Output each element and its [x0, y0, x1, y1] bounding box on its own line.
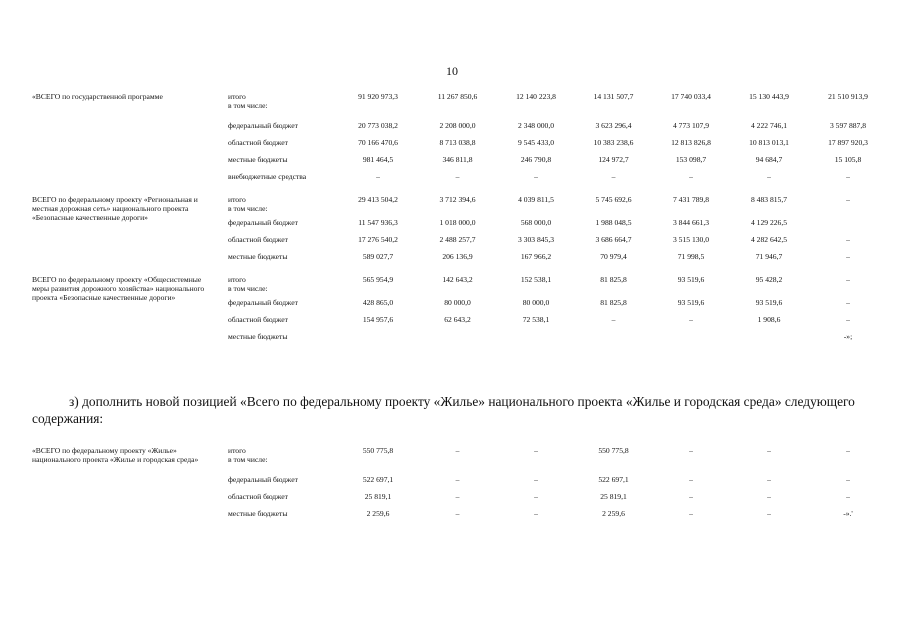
amount-cell: 91 920 973,3 — [358, 92, 398, 101]
amount-cell: – — [689, 315, 693, 324]
group-label: «ВСЕГО по федеральному проекту «Жилье» национального проекта «Жилье и городская среда» — [32, 446, 199, 464]
amount-cell: – — [534, 172, 538, 181]
amount-cell: 21 510 913,9 — [828, 92, 868, 101]
amount-cell — [338, 332, 418, 349]
amount-cell: 7 431 789,8 — [672, 195, 710, 204]
amount-cell: – — [611, 315, 616, 324]
funding-source-sublabel: в том числе: — [228, 284, 268, 293]
funding-source-label: областной бюджет — [228, 315, 288, 324]
funding-source — [228, 332, 338, 349]
amount-cell: 124 972,7 — [598, 155, 629, 164]
amount-cell — [730, 332, 808, 349]
funding-source — [228, 492, 338, 509]
budget-table-programs — [32, 92, 888, 349]
amount-cell: 15 130 443,9 — [749, 92, 789, 101]
amount-cell: – — [846, 172, 850, 181]
amount-cell: 2 208 000,0 — [439, 121, 476, 130]
amount-cell: 17 740 033,4 — [671, 92, 711, 101]
funding-source — [228, 218, 338, 235]
amount-cell: 94 684,7 — [755, 155, 783, 164]
amount-cell: 3 844 661,3 — [672, 218, 710, 227]
amount-cell: 1 908,6 — [757, 315, 781, 324]
amount-cell: – — [767, 475, 771, 484]
funding-source-label: итого — [228, 275, 246, 284]
amount-cell: 71 946,7 — [755, 252, 783, 261]
funding-source — [228, 252, 338, 269]
amount-cell: 522 697,1 — [362, 475, 394, 484]
amount-cell: 5 745 692,6 — [595, 195, 632, 204]
amount-cell: 9 545 433,0 — [517, 138, 555, 147]
amount-cell: 3 623 296,4 — [595, 121, 632, 130]
amount-cell: 62 643,2 — [444, 315, 471, 324]
amount-cell: 550 775,8 — [362, 446, 394, 455]
amount-cell: 93 519,6 — [677, 275, 705, 284]
amount-cell: 11 547 936,3 — [358, 218, 398, 227]
funding-source — [228, 235, 338, 252]
funding-source — [228, 172, 338, 189]
amount-cell: 152 538,1 — [520, 275, 552, 284]
amount-cell: – — [846, 475, 850, 484]
amount-cell: – — [689, 509, 693, 518]
amount-cell: 142 643,2 — [442, 275, 473, 284]
amount-cell: 25 819,1 — [600, 492, 627, 501]
amount-cell: – — [534, 509, 538, 518]
amount-cell: – — [455, 446, 460, 455]
amount-cell: – — [689, 475, 693, 484]
amount-cell: – — [846, 315, 850, 324]
amount-cell: 95 428,2 — [755, 275, 783, 284]
amount-cell: 4 282 642,5 — [750, 235, 788, 244]
funding-source-label: итого — [228, 195, 246, 204]
amount-cell: 4 773 107,9 — [672, 121, 710, 130]
funding-source-label: областной бюджет — [228, 235, 288, 244]
funding-source-label: федеральный бюджет — [228, 298, 298, 307]
amount-cell: 4 129 226,5 — [750, 218, 788, 227]
amount-cell: 25 819,1 — [364, 492, 392, 501]
funding-source — [228, 155, 338, 172]
budget-table-housing — [32, 446, 888, 526]
funding-source — [228, 509, 338, 526]
amount-cell — [575, 332, 652, 349]
amount-cell: – — [846, 235, 850, 244]
funding-source — [228, 92, 338, 121]
funding-source — [228, 121, 338, 138]
amount-cell: 80 000,0 — [444, 298, 471, 307]
amount-cell: – — [767, 172, 771, 181]
amount-cell: -»; — [843, 332, 853, 341]
amount-cell: 80 000,0 — [522, 298, 550, 307]
amount-cell: 12 813 826,8 — [671, 138, 711, 147]
funding-source-label: местные бюджеты — [228, 509, 288, 518]
amount-cell: 81 825,8 — [600, 298, 627, 307]
amount-cell: 3 712 394,6 — [439, 195, 476, 204]
amount-cell: 346 811,8 — [442, 155, 473, 164]
amount-cell: 14 131 507,7 — [593, 92, 634, 101]
group-label: ВСЕГО по федеральному проекту «Региональная и местная дорожная сеть» национального проекта «Безопасные качественные дороги» — [32, 195, 198, 222]
amount-cell: – — [376, 172, 380, 181]
funding-source — [228, 269, 338, 298]
amount-cell: 12 140 223,8 — [516, 92, 556, 101]
funding-source-label: итого — [228, 446, 246, 455]
amount-cell: 3 303 845,3 — [517, 235, 555, 244]
amount-cell: 29 413 504,2 — [358, 195, 398, 204]
amount-cell: – — [846, 195, 850, 204]
amount-cell: 428 865,0 — [362, 298, 394, 307]
amount-cell: – — [767, 492, 771, 501]
amount-cell: 70 979,4 — [600, 252, 627, 261]
funding-source-label: областной бюджет — [228, 492, 288, 501]
amount-cell: 568 000,0 — [520, 218, 552, 227]
amount-cell: 2 259,6 — [366, 509, 390, 518]
amount-cell: – — [534, 475, 538, 484]
amount-cell: 11 267 850,6 — [437, 92, 478, 101]
amount-cell: – — [767, 446, 771, 455]
amount-cell: 15 105,8 — [834, 155, 862, 164]
amount-cell: – — [455, 509, 460, 518]
amount-cell: 522 697,1 — [598, 475, 629, 484]
funding-source-label: итого — [228, 92, 246, 101]
amount-cell: 589 027,7 — [362, 252, 394, 261]
amount-cell: – — [689, 446, 693, 455]
amount-cell: 153 098,7 — [675, 155, 707, 164]
funding-source-sublabel: в том числе: — [228, 101, 268, 110]
amount-cell: – — [846, 252, 850, 261]
amount-cell: 3 597 887,8 — [829, 121, 867, 130]
amount-cell: – — [767, 509, 771, 518]
amount-cell — [418, 332, 497, 349]
funding-source-label: федеральный бюджет — [228, 475, 298, 484]
amount-cell: 93 519,6 — [677, 298, 705, 307]
funding-source-label: внебюджетные средства — [228, 172, 307, 181]
amount-cell: – — [534, 446, 538, 455]
amount-cell: 246 790,8 — [520, 155, 552, 164]
amount-cell: 2 488 257,7 — [439, 235, 476, 244]
funding-source-label: федеральный бюджет — [228, 121, 298, 130]
amount-cell: 4 222 746,1 — [750, 121, 788, 130]
amount-cell: – — [689, 172, 693, 181]
amount-cell: 981 464,5 — [362, 155, 394, 164]
group-label: ВСЕГО по федеральному проекту «Общесистемные меры развития дорожного хозяйства» национального проекта «Безопасные качественные дороги» — [32, 275, 205, 302]
amount-cell: 93 519,6 — [755, 298, 783, 307]
amount-cell: 1 988 048,5 — [595, 218, 632, 227]
amount-cell: 10 383 238,6 — [593, 138, 634, 147]
amount-cell: 2 259,6 — [602, 509, 625, 518]
page-number: 10 — [446, 64, 458, 78]
amount-cell — [652, 332, 730, 349]
amount-cell: – — [534, 492, 538, 501]
funding-source — [228, 446, 338, 475]
amount-cell: 154 957,6 — [362, 315, 394, 324]
amount-cell: 17 897 920,3 — [828, 138, 868, 147]
amount-cell: 70 166 470,6 — [358, 138, 398, 147]
amount-cell: – — [689, 492, 693, 501]
amendment-paragraph: з) дополнить новой позицией «Всего по федеральному проекту «Жилье» национального проекта «Жилье и городская среда» следующего содержания: — [32, 394, 855, 426]
funding-source-label: областной бюджет — [228, 138, 288, 147]
table-row — [32, 92, 888, 121]
funding-source — [228, 475, 338, 492]
amount-cell: – — [455, 475, 460, 484]
amount-cell: 20 773 038,2 — [358, 121, 398, 130]
amount-cell: 17 276 540,2 — [358, 235, 398, 244]
amount-cell — [808, 218, 888, 235]
table-row — [32, 269, 888, 298]
amount-cell: – — [846, 446, 850, 455]
amount-cell: 3 686 664,7 — [595, 235, 632, 244]
funding-source-label: местные бюджеты — [228, 332, 288, 341]
funding-source-label: местные бюджеты — [228, 252, 288, 261]
amount-cell — [497, 332, 575, 349]
amount-cell: 71 998,5 — [677, 252, 705, 261]
group-label: «ВСЕГО по государственной программе — [32, 92, 163, 101]
amount-cell: – — [455, 492, 460, 501]
funding-source — [228, 315, 338, 332]
amount-cell: 3 515 130,0 — [672, 235, 710, 244]
amount-cell: – — [455, 172, 460, 181]
amount-cell: 206 136,9 — [442, 252, 473, 261]
amount-cell: 167 966,2 — [520, 252, 552, 261]
funding-source-label: местные бюджеты — [228, 155, 288, 164]
funding-source — [228, 138, 338, 155]
amount-cell: 81 825,8 — [600, 275, 627, 284]
funding-source-sublabel: в том числе: — [228, 204, 268, 213]
amount-cell: 4 039 811,5 — [518, 195, 554, 204]
amount-cell: -».' — [843, 509, 853, 518]
amount-cell: 550 775,8 — [598, 446, 629, 455]
amount-cell: 1 018 000,0 — [439, 218, 476, 227]
amount-cell: 8 483 815,7 — [750, 195, 788, 204]
amount-cell: 2 348 000,0 — [517, 121, 555, 130]
funding-source-label: федеральный бюджет — [228, 218, 298, 227]
table-row — [32, 446, 888, 475]
amount-cell: – — [611, 172, 616, 181]
amount-cell: – — [846, 298, 850, 307]
amount-cell: 565 954,9 — [362, 275, 394, 284]
amount-cell: 8 713 038,8 — [439, 138, 476, 147]
amount-cell: 10 813 013,1 — [749, 138, 789, 147]
funding-source-sublabel: в том числе: — [228, 455, 268, 464]
funding-source — [228, 189, 338, 218]
table-row — [32, 189, 888, 218]
amount-cell: – — [846, 275, 850, 284]
funding-source — [228, 298, 338, 315]
amount-cell: – — [846, 492, 850, 501]
amount-cell: 72 538,1 — [522, 315, 550, 324]
